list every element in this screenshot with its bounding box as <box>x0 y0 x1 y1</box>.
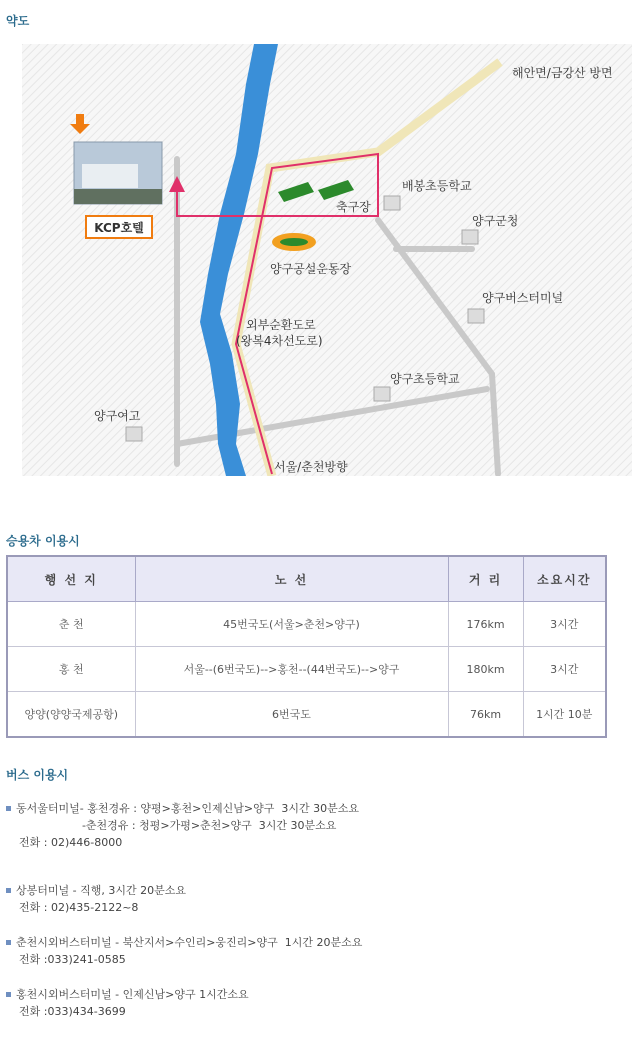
label-soccer: 축구장 <box>336 200 371 214</box>
header-duration: 소요시간 <box>523 556 606 602</box>
bullet-icon <box>6 806 11 811</box>
bus-phone: 전화 : 02)435-2122~8 <box>19 901 139 914</box>
car-section-title: 승용차 이용시 <box>6 534 80 548</box>
bus-section-title: 버스 이용시 <box>6 768 69 782</box>
bus-phone: 전화 : 02)446-8000 <box>19 836 123 849</box>
bus-item <box>6 934 362 968</box>
cell-destination: 춘 천 <box>7 602 135 647</box>
label-school1: 배봉초등학교 <box>402 179 472 193</box>
map-section-title: 약도 <box>6 14 30 28</box>
cell-destination: 양양(양양국제공항) <box>7 692 135 738</box>
label-stadium: 양구공설운동장 <box>270 262 352 276</box>
cell-route: 45번국도(서울>춘천>양구) <box>135 602 448 647</box>
table-row <box>7 602 606 647</box>
cell-distance: 180km <box>448 647 523 692</box>
bus-route-text-2: -춘천경유 : 청평>가평>춘천>양구 3시간 30분소요 <box>19 819 337 832</box>
cell-destination: 홍 천 <box>7 647 135 692</box>
cell-duration: 3시간 <box>523 602 606 647</box>
label-girls-high: 양구여고 <box>94 409 141 423</box>
label-ring-road: 외부순환도로 <box>246 318 316 332</box>
bus-route-text: 춘천시외버스터미널 - 북산지서>수인리>웅진리>양구 1시간 20분소요 <box>16 936 363 949</box>
cell-duration: 1시간 10분 <box>523 692 606 738</box>
label-school2: 양구초등학교 <box>390 372 460 386</box>
bullet-icon <box>6 888 11 893</box>
cell-route: 서울--(6번국도)-->홍천--(44번국도)-->양구 <box>135 647 448 692</box>
hotel-photo <box>74 142 162 204</box>
bus-item <box>6 986 249 1020</box>
header-distance: 거 리 <box>448 556 523 602</box>
hotel-label: KCP호텔 <box>94 221 144 235</box>
location-map <box>22 44 632 476</box>
bus-route-text: 홍천시외버스터미널 - 인제신남>양구 1시간소요 <box>16 988 249 1001</box>
cell-distance: 76km <box>448 692 523 738</box>
bus-phone: 전화 :033)241-0585 <box>19 953 126 966</box>
table-row <box>7 647 606 692</box>
cell-duration: 3시간 <box>523 647 606 692</box>
label-ring-road-sub: (왕복4차선도로) <box>236 334 323 348</box>
cell-distance: 176km <box>448 602 523 647</box>
bus-route-text: 동서울터미널- 홍천경유 : 양평>홍천>인제신남>양구 3시간 30분소요 <box>16 802 359 815</box>
header-route: 노 선 <box>135 556 448 602</box>
label-county-office: 양구군청 <box>472 214 519 228</box>
label-northeast: 해안면/금강산 방면 <box>512 66 613 80</box>
bus-item <box>6 882 186 916</box>
bus-phone: 전화 :033)434-3699 <box>19 1005 126 1018</box>
table-row <box>7 692 606 738</box>
bus-route-text: 상봉터미널 - 직행, 3시간 20분소요 <box>16 884 186 897</box>
cell-route: 6번국도 <box>135 692 448 738</box>
table-header-row <box>7 556 606 602</box>
bullet-icon <box>6 992 11 997</box>
bullet-icon <box>6 940 11 945</box>
bus-item <box>6 800 359 851</box>
header-destination: 행 선 지 <box>7 556 135 602</box>
label-seoul-direction: 서울/춘천방향 <box>274 460 348 474</box>
label-bus-terminal: 양구버스터미널 <box>482 291 564 305</box>
car-route-table <box>6 555 607 738</box>
